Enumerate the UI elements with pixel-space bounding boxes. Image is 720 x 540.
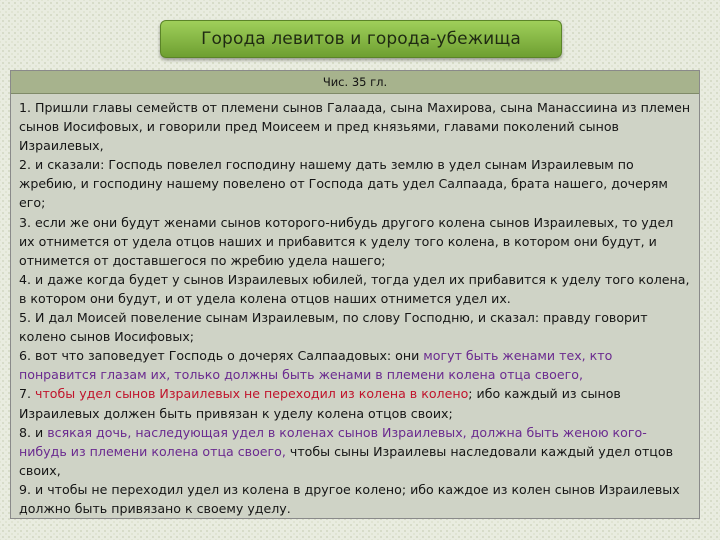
table-header xyxy=(11,71,699,94)
verse-segment: чтобы сыны Израилевы наследовали каждый удел отцов своих, xyxy=(19,443,673,478)
verse-2 xyxy=(19,155,691,212)
verse-segment: ; ибо каждый из сынов Израилевых должен быть привязан к уделу колена отцов своих; xyxy=(19,386,621,421)
table-header-label: Чис. 35 гл. xyxy=(322,75,388,89)
scripture-table xyxy=(10,70,700,519)
verse-segment: 7. xyxy=(19,386,36,402)
verse-segment: 2. и сказали: Господь повелел господину нашему дать землю в удел сынам Израилевым по жребию, и господину нашему повелено от Господа дать удел Салпаада, брата нашего, дочерям его; xyxy=(19,157,668,211)
verse-segment: 3. если же они будут женами сынов которого-нибудь другого колена сынов Израилевых, то удел их отнимется от удела отцов наших и прибавится к уделу того колена, в котором они будут, и отнимется от доставшегося по жребию удела нашего; xyxy=(19,214,674,268)
slide-title-bar xyxy=(160,20,562,58)
verse-segment: 6. вот что заповедует Господь о дочерях Салпаадовых: они xyxy=(19,348,424,364)
verse-segment: 5. И дал Моисей повеление сынам Израилевым, по слову Господню, и сказал: правду говорит колено сынов Иосифовых; xyxy=(19,310,648,345)
verse-segment: чтобы удел сынов Израилевых не переходил из колена в колено xyxy=(35,386,469,402)
verse-8 xyxy=(19,423,691,480)
verse-5 xyxy=(19,308,691,346)
verse-4 xyxy=(19,270,691,308)
verse-1 xyxy=(19,98,691,155)
verse-segment: 9. и чтобы не переходил удел из колена в другое колено; ибо каждое из колен сынов Израилевых должно быть привязано к своему уделу. xyxy=(19,481,680,516)
verse-segment: всякая дочь, наследующая удел в коленах сынов Израилевых, должна быть женою кого-нибудь из племени колена отца своего, xyxy=(19,424,647,459)
verse-segment: могут быть женами тех, кто понравится глазам их, только должны быть женами в племени колена отца своего, xyxy=(19,348,613,383)
verse-segment: 1. Пришли главы семейств от племени сынов Галаада, сына Махирова, сына Манассиина из племен сынов Иосифовых, и говорили пред Моисеем и пред князьями, главами поколений сынов Израилевых, xyxy=(19,100,691,154)
slide-title: Города левитов и города-убежища xyxy=(201,29,521,49)
verse-6 xyxy=(19,346,691,384)
verse-segment: 4. и даже когда будет у сынов Израилевых юбилей, тогда удел их прибавится к уделу того колена, в котором они будут, и от удела колена отцов наших отнимется удел их. xyxy=(19,271,690,306)
verse-7 xyxy=(19,384,691,422)
verse-9 xyxy=(19,480,691,518)
verses-body xyxy=(11,94,699,518)
verse-segment: 8. и xyxy=(19,424,48,440)
verse-3 xyxy=(19,213,691,270)
